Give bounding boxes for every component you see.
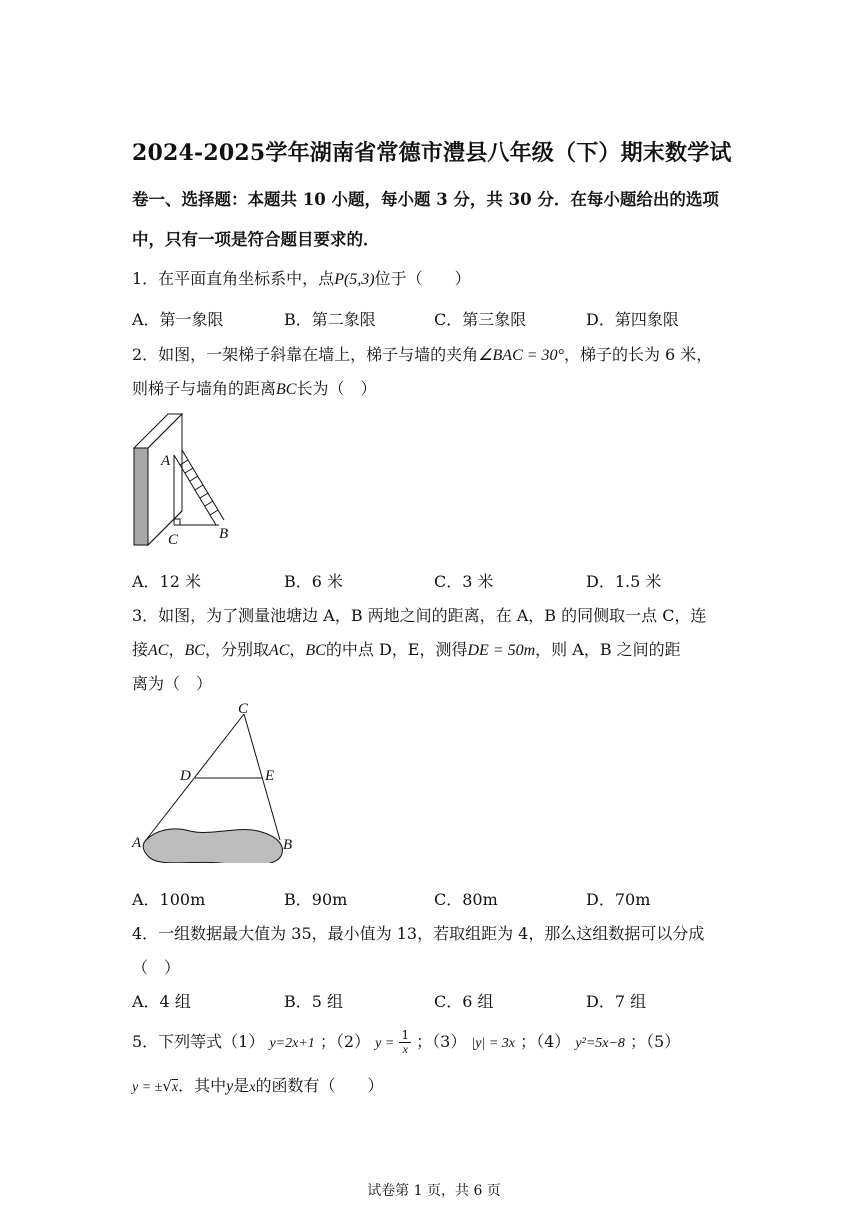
label-b: B: [283, 837, 293, 853]
segment-ac: [146, 714, 244, 840]
question-1-stem: 1．在平面直角坐标系中，点P(5,3)位于（ ）: [132, 269, 471, 288]
q3-option-c: C．80m: [434, 890, 498, 909]
q2-option-d: D．1.5 米: [586, 572, 662, 591]
q2-option-c: C．3 米: [434, 572, 494, 591]
ladder-rungs: [180, 460, 218, 515]
label-e: E: [265, 768, 275, 784]
page-title: 2024-2025学年湖南省常德市澧县八年级（下）期末数学试: [132, 140, 732, 166]
question-2-stem-line2: 则梯子与墙角的距离BC长为（ ）: [132, 379, 377, 398]
label-a: A: [161, 453, 171, 469]
q3-option-a: A．100m: [132, 890, 206, 909]
q1-option-d: D．第四象限: [586, 310, 679, 329]
q2-option-b: B．6 米: [284, 572, 344, 591]
question-2-stem-line1: 2．如图，一架梯子斜靠在墙上，梯子与墙的夹角∠BAC = 30°，梯子的长为 6 米，: [132, 345, 713, 364]
question-5-stem-line2: y = ±√x．其中y是x的函数有（ ）: [132, 1076, 384, 1095]
question-5-stem-line1: 5．下列等式（1） y=2x+1 ；（2） y = $\frac{1}{x}$ ；（3） |y| = 3x ；（4） y²=5x−8 ；（5）: [132, 1028, 681, 1056]
q1-option-c: C．第三象限: [434, 310, 527, 329]
pond-shape: [143, 829, 282, 863]
question-3-stem-line2: 接AC，BC，分别取AC，BC的中点 D，E，测得DE = 50m，则 A，B 之间的距: [132, 640, 681, 659]
page-footer: 试卷第 1 页，共 6 页: [367, 1183, 501, 1199]
q4-option-c: C．6 组: [434, 992, 494, 1011]
q4-option-d: D．7 组: [586, 992, 647, 1011]
label-c: C: [168, 532, 179, 548]
question-4-stem-line2: （ ）: [132, 958, 181, 977]
section-heading-line1: 卷一、选择题：本题共 10 小题，每小题 3 分，共 30 分．在每小题给出的选项: [132, 190, 719, 209]
label-d: D: [180, 768, 191, 784]
q1-option-b: B．第二象限: [284, 310, 376, 329]
wall-front-face: [134, 448, 148, 545]
segment-bc: [244, 714, 280, 840]
question-4-stem-line1: 4．一组数据最大值为 35，最小值为 13，若取组距为 4，那么这组数据可以分成: [132, 924, 705, 943]
fraction: $\frac{1}{x}$: [401, 1028, 410, 1056]
q3-option-d: D．70m: [586, 890, 651, 909]
q2-option-a: A．12 米: [132, 572, 202, 591]
q4-option-b: B．5 组: [284, 992, 344, 1011]
question-3-stem-line3: 离为（ ）: [132, 674, 213, 693]
label-c: C: [238, 701, 249, 717]
pond-figure: [128, 698, 303, 863]
section-heading-line2: 中，只有一项是符合题目要求的．: [132, 230, 380, 249]
label-b: B: [219, 526, 229, 542]
q4-option-a: A．4 组: [132, 992, 191, 1011]
q1-option-a: A．第一象限: [132, 310, 224, 329]
question-3-stem-line1: 3．如图，为了测量池塘边 A，B 两地之间的距离，在 A，B 的同侧取一点 C，连: [132, 606, 707, 625]
label-a: A: [132, 835, 142, 851]
sqrt-icon: √: [162, 1077, 172, 1095]
q3-option-b: B．90m: [284, 890, 348, 909]
ladder-figure: [128, 408, 238, 553]
